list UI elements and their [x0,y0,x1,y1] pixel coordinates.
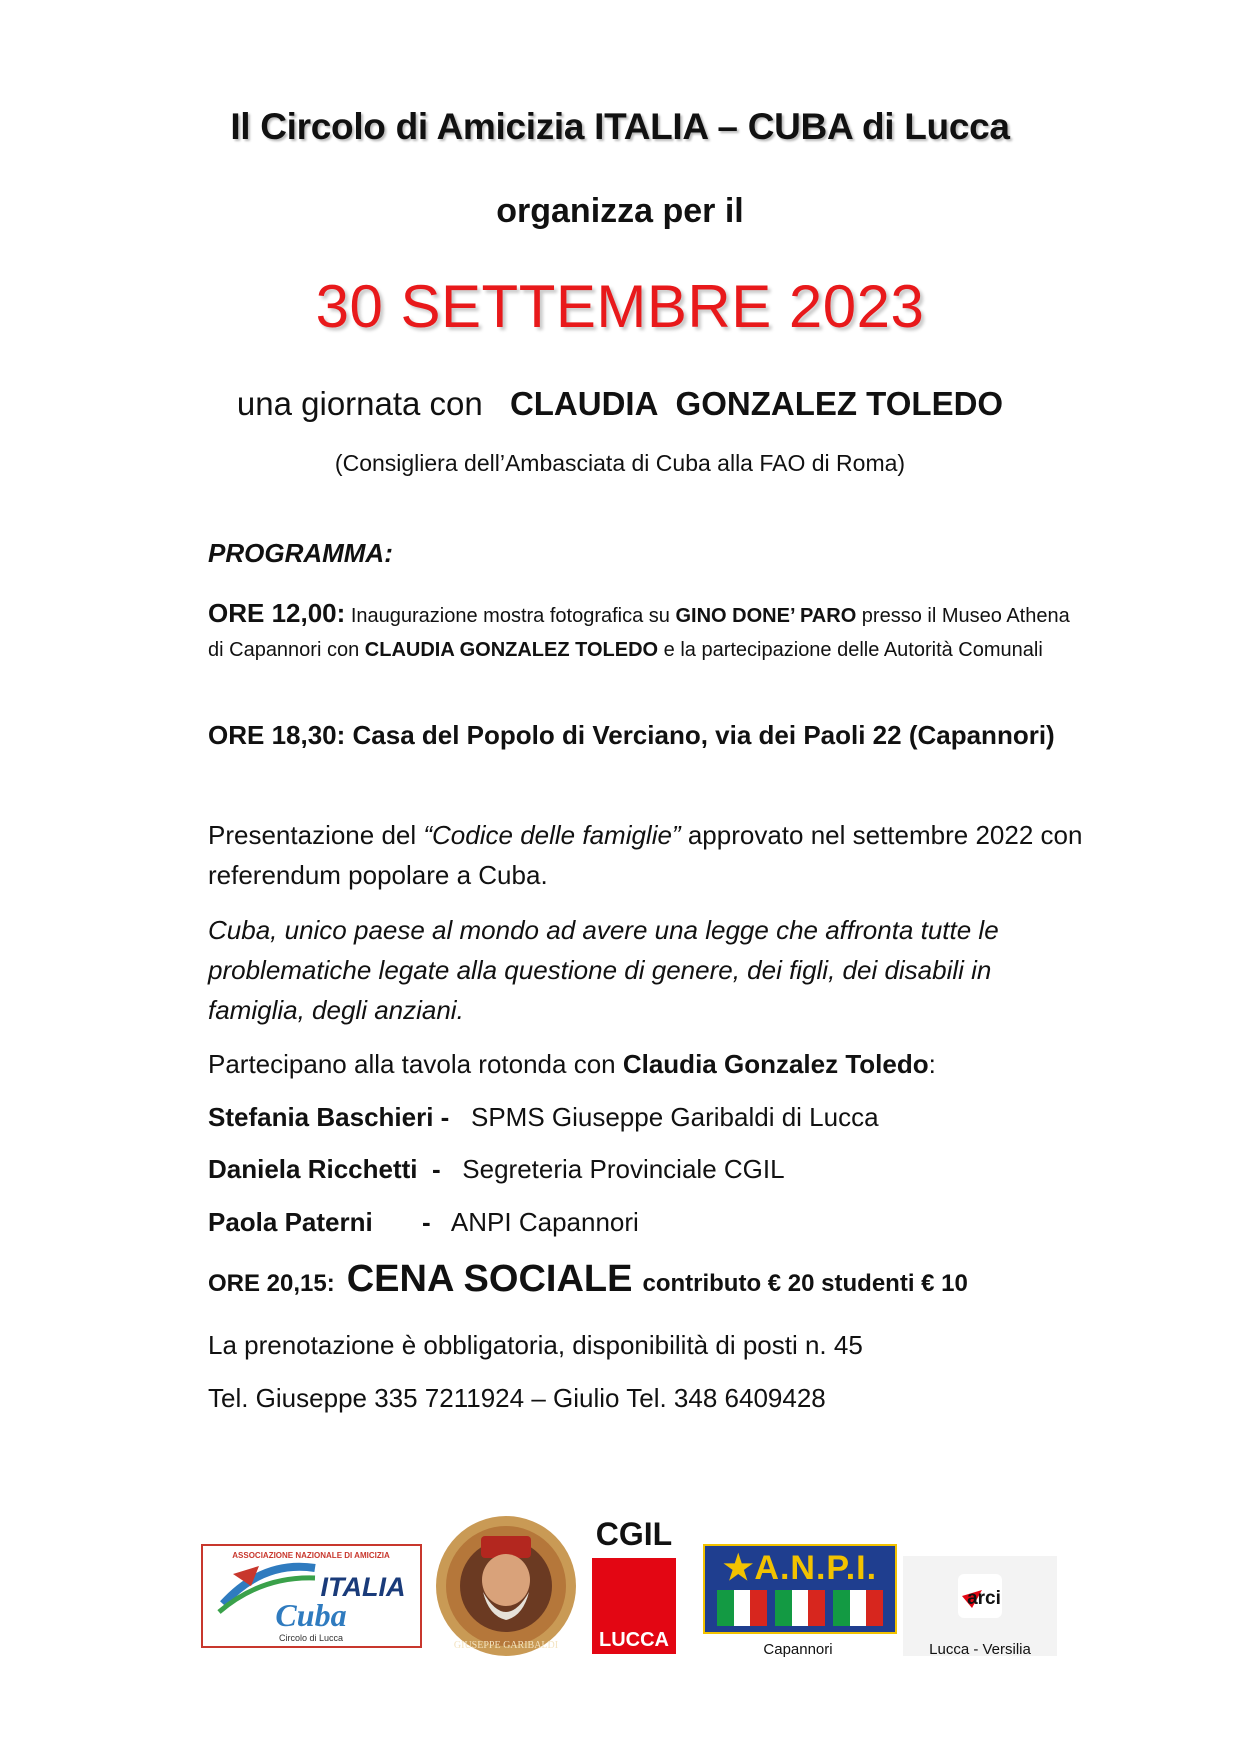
speaker-role: Segreteria Provinciale CGIL [462,1154,785,1184]
cgil-red-block [592,1558,676,1654]
arci-text: arci [967,1588,1001,1609]
presentazione-text [208,815,1088,895]
speaker-row [208,1202,639,1242]
giornata-prefix: una giornata con [236,385,483,422]
guest-name: CLAUDIA GONZALEZ TOLEDO [509,385,1004,422]
program-heading: PROGRAMMA: [208,538,393,568]
speaker-name: Paola Paterni [208,1207,373,1237]
pres-italic: “Codice delle famiglie” [423,820,681,850]
cena-title: CENA SOCIALE [346,1258,633,1300]
italia-cuba-logo [201,1544,422,1648]
cena-label: ORE 20,15: [208,1270,335,1297]
cgil-top: CGIL [595,1516,673,1552]
pres-text: approvato nel settembre 2022 con referendum popolare a Cuba. [208,820,1083,890]
telefono-text: Tel. Giuseppe 335 7211924 – Giulio Tel. 348 6409428 [208,1383,826,1413]
arci-caption: Lucca - Versilia [929,1641,1031,1658]
guest-role: (Consigliera dell’Ambasciata di Cuba alla FAO di Roma) [334,450,906,476]
partecipano-text [208,1044,1088,1084]
speaker-name: Stefania Baschieri - [208,1102,450,1132]
page-title: Il Circolo di Amicizia ITALIA – CUBA di Lucca [230,106,1010,147]
speaker-name: Daniela Ricchetti - [208,1154,441,1184]
garibaldi-emblem [431,1512,581,1660]
pres-text: Presentazione del [208,820,424,850]
giornata-line [0,385,1240,423]
italia-word: ITALIA [320,1572,406,1602]
cuba-text: Cuba, unico paese al mondo ad avere una legge che affronta tutte le problematiche legate alla questione di genere, dei figli, dei disabili in famiglia, degli anziani. [208,915,999,1025]
ore12-bold-claudia: CLAUDIA GONZALEZ TOLEDO [364,639,659,661]
cgil-logo [592,1516,676,1656]
italia-cuba-top: ASSOCIAZIONE NAZIONALE DI AMICIZIA [232,1551,390,1560]
cuba-word: Cuba [275,1597,347,1633]
speaker-row [208,1149,785,1189]
italia-cuba-caption: Circolo di Lucca [278,1633,344,1643]
anpi-logo [703,1544,897,1634]
speaker-role: SPMS Giuseppe Garibaldi di Lucca [470,1102,879,1132]
speaker-row [208,1097,879,1137]
ore12-text: Inaugurazione mostra fotografica su [345,605,676,627]
part-bold: Claudia Gonzalez Toledo [622,1049,929,1079]
anpi-text: A.N.P.I. [754,1549,878,1587]
speaker-role: ANPI Capannori [450,1207,639,1237]
cena-line [208,1258,1088,1301]
arci-star-icon [958,1574,1002,1618]
ore12-text: presso il Museo Athena di Capannori con [208,605,1070,661]
anpi-flags [717,1590,883,1626]
program-ore18: ORE 18,30: Casa del Popolo di Verciano, via dei Paoli 22 (Capannori) [208,720,1055,750]
part-text: : [928,1049,936,1079]
anpi-name [705,1548,895,1588]
speaker-dash: - [422,1207,431,1237]
garibaldi-logo [431,1512,581,1660]
part-text: Partecipano alla tavola rotonda con [208,1049,623,1079]
ore12-label: ORE 12,00: [208,598,346,628]
garibaldi-ring-text: GIUSEPPE GARIBALDI [453,1640,559,1651]
organizza-text: organizza per il [496,192,744,230]
italia-cuba-emblem [203,1546,420,1646]
cgil-bottom: LUCCA [599,1629,669,1651]
star-icon: ★ [722,1549,755,1587]
anpi-caption: Capannori [763,1641,833,1658]
program-ore12 [208,596,1088,667]
cena-info: contributo € 20 studenti € 10 [642,1270,968,1297]
prenotazione-text: La prenotazione è obbligatoria, disponibilità di posti n. 45 [208,1330,863,1360]
ore12-bold-gino: GINO DONE’ PARO [675,605,857,627]
ore12-text: e la partecipazione delle Autorità Comunali [658,639,1043,661]
event-date: 30 SETTEMBRE 2023 [315,273,925,340]
arci-badge [958,1574,1002,1618]
